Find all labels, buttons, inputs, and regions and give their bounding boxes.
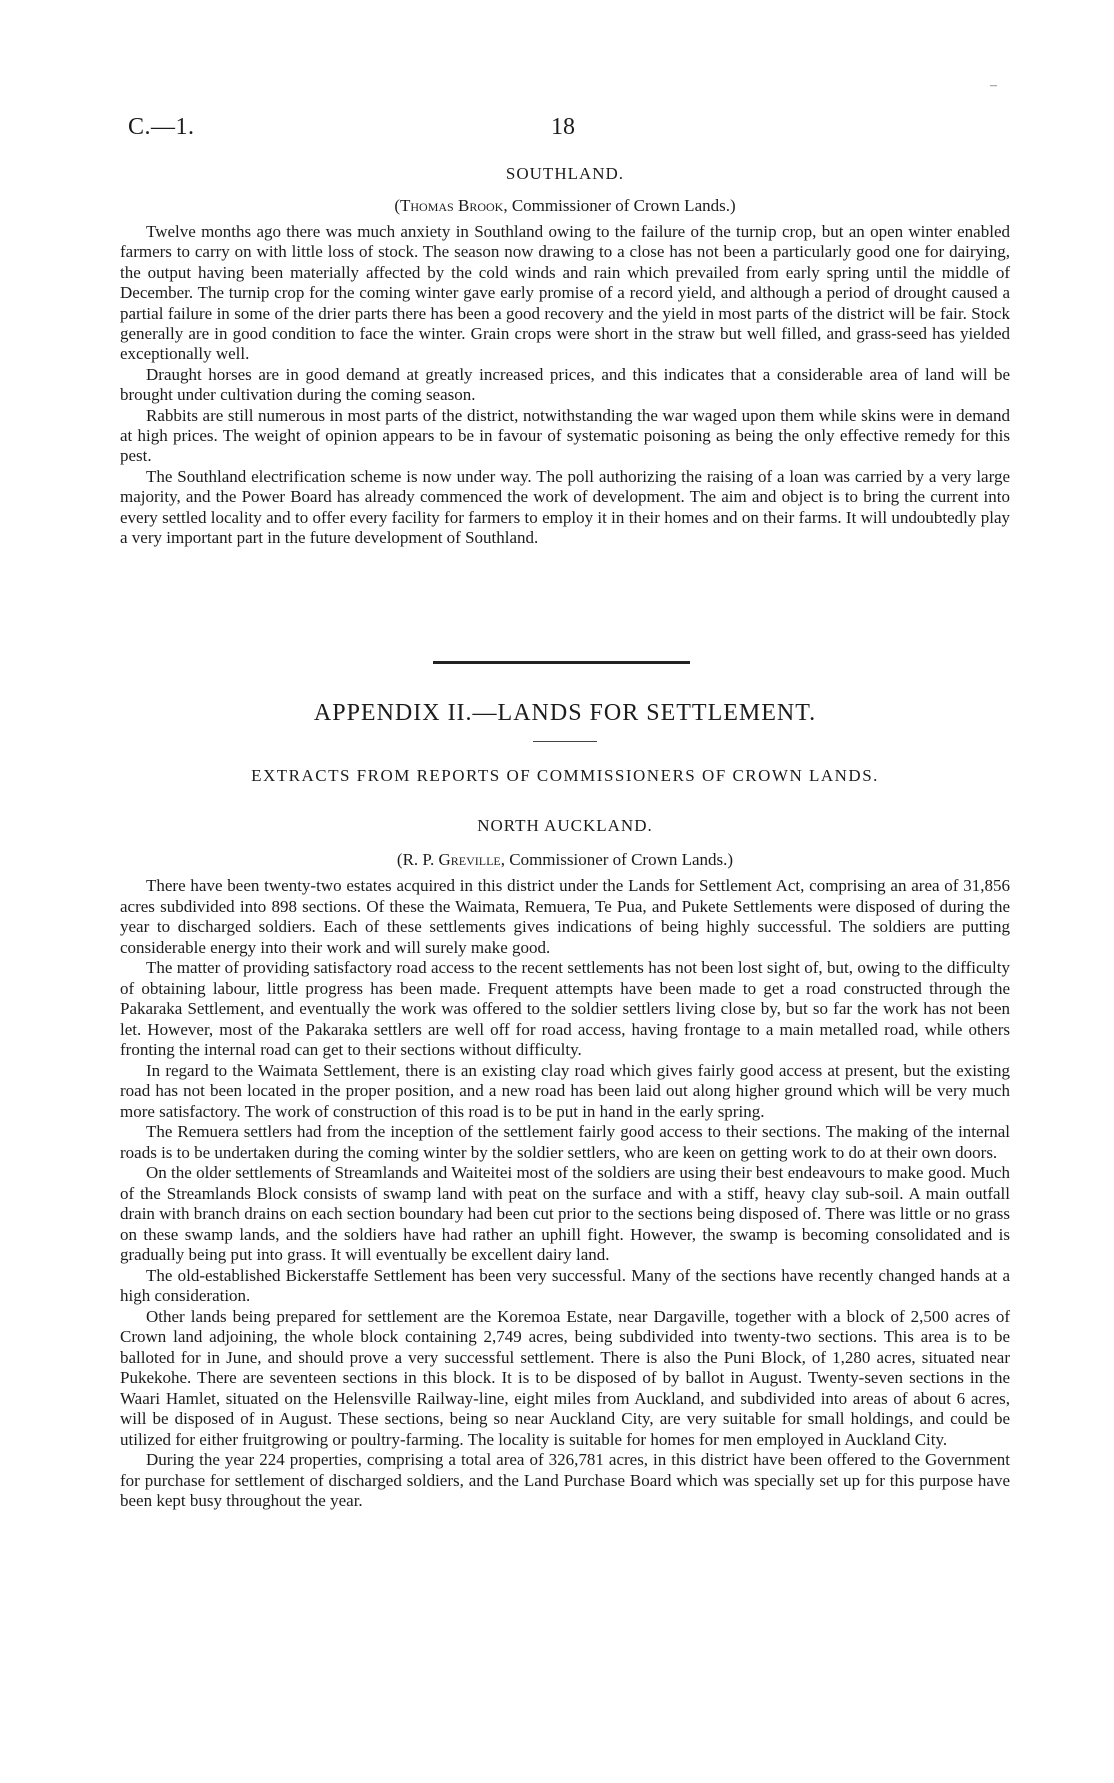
commissioner-byline-southland [120, 196, 1010, 216]
paragraph: Rabbits are still numerous in most parts of the district, notwithstanding the war waged upon them while skins were in demand at high prices. The weight of opinion appears to be in favour of systematic poisoning as being the only effective remedy for this pest. [120, 405, 1010, 466]
document-reference: C.—1. [128, 114, 195, 140]
byline-open: ( [394, 196, 400, 215]
paragraph: The old-established Bickerstaffe Settlement has been very successful. Many of the sections have recently changed hands at a high consideration. [120, 1265, 1010, 1305]
paragraph: Draught horses are in good demand at greatly increased prices, and this indicates that a considerable area of land will be brought under cultivation during the coming season. [120, 364, 1010, 405]
commissioner-byline-north-auckland [120, 850, 1010, 870]
byline-rest: , Commissioner of Crown Lands.) [503, 196, 736, 215]
byline-open: (R. P. [396, 850, 439, 869]
southland-section [120, 164, 1010, 549]
appendix-subtitle: EXTRACTS FROM REPORTS OF COMMISSIONERS OF CROWN LANDS. [251, 766, 879, 785]
section-heading-southland: SOUTHLAND. [505, 164, 625, 183]
commissioner-name: Greville [438, 850, 501, 869]
paragraph: The Remuera settlers had from the inception of the settlement fairly good access to their sections. The making of the internal roads is to be undertaken during the coming winter by the soldier settlers, who are keen on getting work to do at their own doors. [120, 1122, 1010, 1162]
paragraph: In regard to the Waimata Settlement, there is an existing clay road which gives fairly good access at present, but the existing road has not been located in the proper position, and a new road has been laid out along higher ground which will be very much more satisfactory. The work of construction of this road is to be put in hand in the early spring. [120, 1060, 1010, 1121]
commissioner-name: Thomas Brook [400, 196, 504, 215]
appendix-section [120, 700, 1010, 1512]
paragraph: Other lands being prepared for settlement are the Koremoa Estate, near Dargaville, together with a block of 2,500 acres of Crown land adjoining, the whole block containing 2,749 acres, being subdivided into twenty-two sections. This area is to be balloted for in June, and should prove a very successful settlement. There is also the Puni Block, of 1,280 acres, situated near Pukekohe. There are seventeen sections in this block. It is to be disposed of by ballot in August. Twenty-seven sections in the Waari Hamlet, situated on the Helensville Railway-line, eight miles from Auckland, and subdivided into areas of about 6 acres, will be disposed of in August. These sections, being so near Auckland City, are very suitable for small holdings, and could be utilized for either fruitgrowing or poultry-farming. The locality is suitable for homes for men employed in Auckland City. [120, 1306, 1010, 1449]
paragraph: There have been twenty-two estates acquired in this district under the Lands for Settlement Act, comprising an area of 31,856 acres subdivided into 898 sections. Of these the Waimata, Remuera, Te Pua, and Pukete Settlements were disposed of during the year to discharged soldiers. Each of these settlements gives indications of being highly successful. The soldiers are putting considerable energy into their work and will surely make good. [120, 876, 1010, 957]
paragraph: On the older settlements of Streamlands and Waiteitei most of the soldiers are using their best endeavours to make good. Much of the Streamlands Block consists of swamp land with peat on the surface and with a stiff, heavy clay sub-soil. A main outfall drain with branch drains on each section boundary had been cut prior to the sections being disposed of. There was little or no grass on these swamp lands, and the soldiers have had rather an uphill fight. However, the swamp is becoming consolidated and is gradually being put into grass. It will eventually be excellent dairy land. [120, 1163, 1010, 1264]
paragraph: The Southland electrification scheme is now under way. The poll authorizing the raising of a loan was carried by a very large majority, and the Power Board has already commenced the work of development. The aim and object is to bring the current into every settled locality and to offer every facility for farmers to employ it in their homes and on their farms. It will undoubtedly play a very important part in the future development of Southland. [120, 466, 1010, 548]
appendix-title: APPENDIX II.—LANDS FOR SETTLEMENT. [313, 700, 817, 726]
paragraph: Twelve months ago there was much anxiety in Southland owing to the failure of the turnip crop, but an open winter enabled farmers to carry on with little loss of stock. The season now drawing to a close has not been a particularly good one for dairying, the output having been materially affected by the cold winds and rain which prevailed from early spring until the middle of December. The turnip crop for the coming winter gave early promise of a record yield, and although a period of drought caused a partial failure in some of the drier parts there has been a good recovery and the yield in most parts of the district will be fair. Stock generally are in good condition to face the winter. Grain crops were short in the straw but well filled, and grass-seed has yielded exceptionally well. [120, 222, 1010, 364]
page-number: 18 [551, 114, 575, 140]
section-divider [433, 661, 690, 664]
paragraph: The matter of providing satisfactory road access to the recent settlements has not been lost sight of, but, owing to the difficulty of obtaining labour, little progress has been made. Frequent attempts have been made to get a road constructed through the Pakaraka Settlement, and eventually the work was offered to the soldier settlers living close by, but so far the work has not been let. However, most of the Pakaraka settlers are well off for road access, having frontage to a main metalled road, while others fronting the internal road can get to their sections without difficulty. [120, 958, 1010, 1059]
section-heading-north-auckland: NORTH AUCKLAND. [477, 816, 653, 835]
title-rule [533, 741, 597, 742]
margin-mark: – [990, 78, 997, 93]
paragraph: During the year 224 properties, comprising a total area of 326,781 acres, in this district have been offered to the Government for purchase for settlement of discharged soldiers, and the Land Purchase Board which was specially set up for this purpose have been kept busy throughout the year. [120, 1450, 1010, 1510]
byline-rest: , Commissioner of Crown Lands.) [500, 850, 734, 869]
